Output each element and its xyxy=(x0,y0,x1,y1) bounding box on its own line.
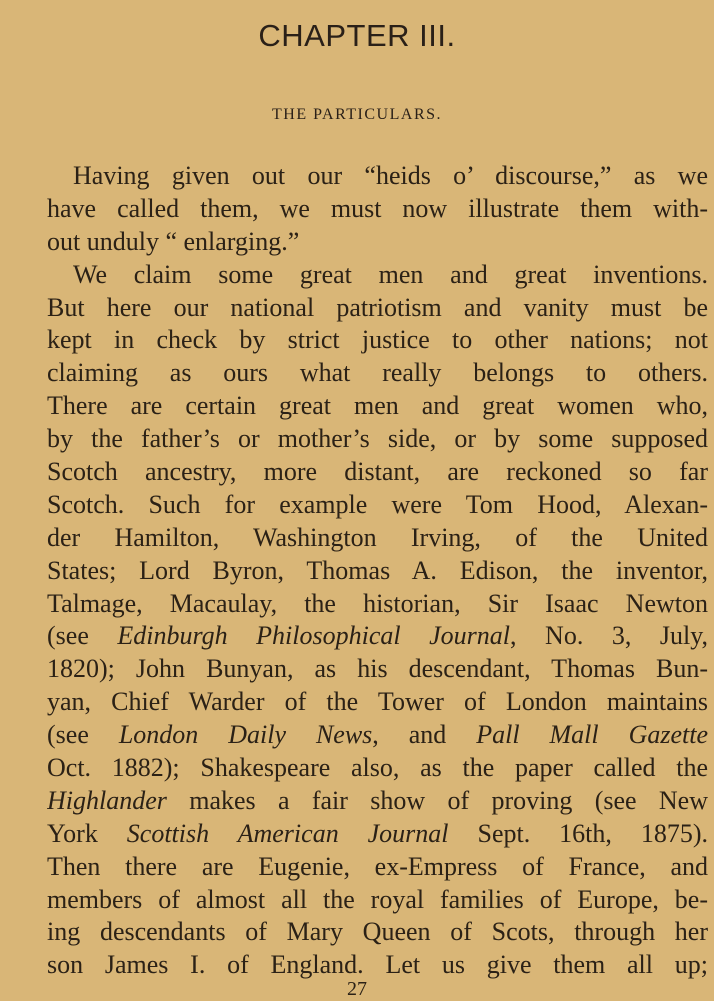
text-line xyxy=(47,752,708,785)
text-line xyxy=(47,423,708,456)
text-line xyxy=(47,489,708,522)
text-segment: Scotch. Such for example were Tom Hood, Alexan- xyxy=(47,489,708,519)
text-segment: But here our national patriotism and vanity must be xyxy=(47,292,708,322)
text-segment: der Hamilton, Washington Irving, of the United xyxy=(47,522,708,552)
text-line xyxy=(47,884,708,917)
text-line xyxy=(47,588,708,621)
text-segment: by the father’s or mother’s side, or by some supposed xyxy=(47,424,708,454)
text-line xyxy=(47,653,708,686)
section-title: THE PARTICULARS. xyxy=(271,106,443,123)
text-segment: makes a fair show of proving (see New xyxy=(166,785,708,815)
italic-title: London Daily News xyxy=(118,720,373,750)
text-segment: States; Lord Byron, Thomas A. Edison, the inventor, xyxy=(47,555,708,585)
text-segment: son James I. of England. Let us give them all up; xyxy=(47,950,708,980)
text-segment: out unduly “ enlarging.” xyxy=(47,226,300,256)
text-segment: There are certain great men and great women who, xyxy=(47,391,708,421)
text-line xyxy=(47,620,708,653)
text-segment: ing descendants of Mary Queen of Scots, through her xyxy=(47,917,708,947)
text-line xyxy=(47,324,708,357)
text-line xyxy=(47,851,708,884)
italic-title: Scottish American Journal xyxy=(126,818,449,848)
text-line xyxy=(47,193,708,226)
text-segment: Scotch ancestry, more distant, are reckoned so far xyxy=(47,457,708,487)
text-segment: (see xyxy=(47,621,118,651)
text-segment: members of almost all the royal families of Europe, be- xyxy=(47,884,708,914)
text-line xyxy=(47,818,708,851)
text-segment: (see xyxy=(47,720,119,750)
text-line xyxy=(47,522,708,555)
text-line xyxy=(47,390,708,423)
text-segment: 1820); John Bunyan, as his descendant, Thomas Bun- xyxy=(47,654,708,684)
text-line xyxy=(47,555,708,588)
text-segment: kept in check by strict justice to other nations; not xyxy=(47,325,708,355)
italic-title: Highlander xyxy=(47,785,167,815)
text-segment: Oct. 1882); Shakespeare also, as the paper called the xyxy=(47,753,708,783)
text-segment: Sept. 16th, 1875). xyxy=(448,818,708,848)
text-segment: Then there are Eugenie, ex-Empress of France, and xyxy=(47,851,708,881)
text-segment: York xyxy=(47,818,127,848)
italic-title: Edinburgh Philosophical Journal xyxy=(117,621,511,651)
text-line xyxy=(47,259,708,292)
text-line xyxy=(47,357,708,390)
text-segment: , No. 3, July, xyxy=(510,621,708,651)
italic-title: Pall Mall Gazette xyxy=(476,720,708,750)
body-text xyxy=(47,160,708,982)
text-line xyxy=(47,785,708,818)
text-line xyxy=(47,226,708,259)
text-segment: Talmage, Macaulay, the historian, Sir Isaac Newton xyxy=(47,588,708,618)
text-line xyxy=(47,292,708,325)
text-line xyxy=(47,719,708,752)
text-segment: have called them, we must now illustrate them with- xyxy=(47,193,708,223)
text-segment: yan, Chief Warder of the Tower of London maintains xyxy=(47,687,708,717)
text-line xyxy=(47,916,708,949)
text-segment: Having given out our “heids o’ discourse,” as we xyxy=(73,161,708,190)
text-line xyxy=(47,686,708,719)
text-segment: We claim some great men and great inventions. xyxy=(73,259,708,289)
text-line xyxy=(47,160,708,193)
text-segment: claiming as ours what really belongs to others. xyxy=(47,358,708,388)
text-segment: , and xyxy=(372,720,477,750)
chapter-title: CHAPTER III. xyxy=(258,18,456,53)
text-line xyxy=(47,456,708,489)
page-number: 27 xyxy=(347,978,367,1000)
